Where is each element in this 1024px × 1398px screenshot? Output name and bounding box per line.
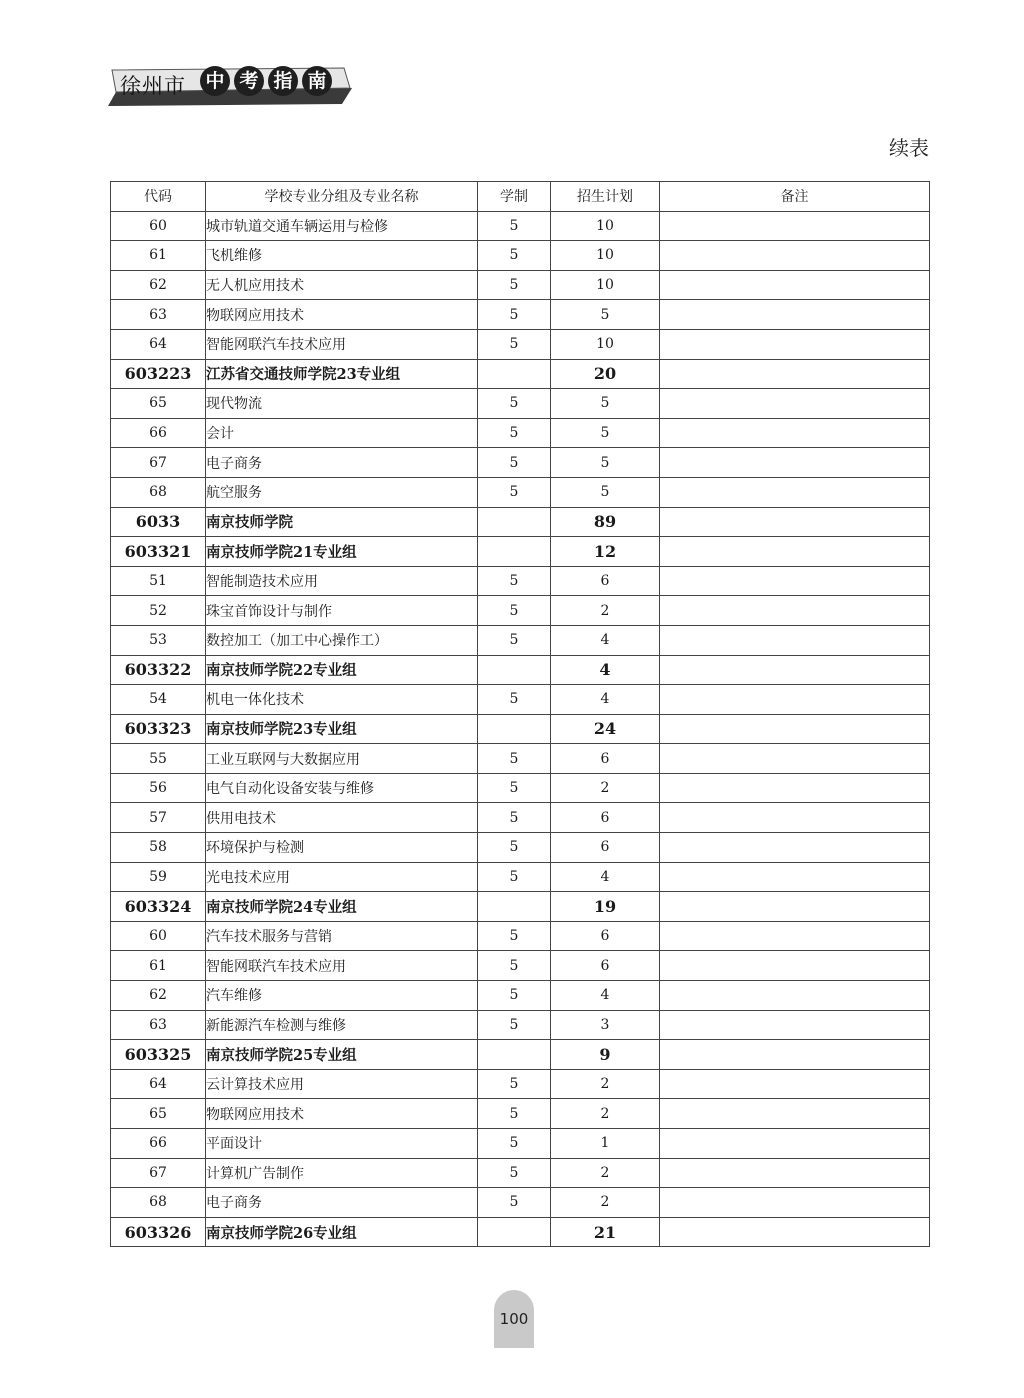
cell-name: 南京技师学院25专业组 xyxy=(206,1040,478,1070)
cell-plan: 2 xyxy=(551,1158,660,1188)
cell-plan: 5 xyxy=(551,418,660,448)
cell-plan: 19 xyxy=(551,892,660,922)
cell-years: 5 xyxy=(478,448,551,478)
cell-name: 数控加工（加工中心操作工） xyxy=(206,625,478,655)
cell-plan: 6 xyxy=(551,744,660,774)
cell-code: 603325 xyxy=(111,1040,206,1070)
table-row xyxy=(111,300,930,330)
cell-years xyxy=(478,537,551,567)
cell-code: 58 xyxy=(111,833,206,863)
cell-years xyxy=(478,655,551,685)
cell-note xyxy=(660,389,930,419)
cell-code: 68 xyxy=(111,1188,206,1218)
cell-years: 5 xyxy=(478,329,551,359)
cell-name: 飞机维修 xyxy=(206,241,478,271)
table-row xyxy=(111,1158,930,1188)
cell-years xyxy=(478,1040,551,1070)
cell-code: 65 xyxy=(111,389,206,419)
cell-name: 计算机广告制作 xyxy=(206,1158,478,1188)
cell-code: 64 xyxy=(111,329,206,359)
cell-note xyxy=(660,507,930,537)
col-header-plan: 招生计划 xyxy=(551,182,660,212)
table-row xyxy=(111,211,930,241)
cell-years: 5 xyxy=(478,596,551,626)
cell-note xyxy=(660,596,930,626)
cell-note xyxy=(660,1040,930,1070)
cell-years: 5 xyxy=(478,241,551,271)
cell-note xyxy=(660,270,930,300)
table-row xyxy=(111,596,930,626)
cell-years: 5 xyxy=(478,921,551,951)
cell-code: 6033 xyxy=(111,507,206,537)
table-row xyxy=(111,625,930,655)
table-group-row xyxy=(111,507,930,537)
col-header-years: 学制 xyxy=(478,182,551,212)
cell-note xyxy=(660,744,930,774)
cell-code: 603322 xyxy=(111,655,206,685)
cell-name: 珠宝首饰设计与制作 xyxy=(206,596,478,626)
cell-code: 55 xyxy=(111,744,206,774)
cell-note xyxy=(660,1129,930,1159)
table-row xyxy=(111,1188,930,1218)
cell-code: 603323 xyxy=(111,714,206,744)
table-group-row xyxy=(111,537,930,567)
cell-years xyxy=(478,1217,551,1247)
cell-plan: 5 xyxy=(551,448,660,478)
table-row xyxy=(111,744,930,774)
cell-years: 5 xyxy=(478,211,551,241)
cell-code: 59 xyxy=(111,862,206,892)
table-row xyxy=(111,1010,930,1040)
cell-years: 5 xyxy=(478,566,551,596)
col-header-code: 代码 xyxy=(111,182,206,212)
table-row xyxy=(111,833,930,863)
cell-plan: 6 xyxy=(551,951,660,981)
cell-note xyxy=(660,1217,930,1247)
page-number: 100 xyxy=(494,1290,534,1348)
cell-note xyxy=(660,685,930,715)
table-row xyxy=(111,685,930,715)
cell-name: 航空服务 xyxy=(206,477,478,507)
cell-name: 机电一体化技术 xyxy=(206,685,478,715)
table-row xyxy=(111,1129,930,1159)
table-row xyxy=(111,921,930,951)
seal-char-1: 中 xyxy=(200,66,230,96)
cell-plan: 6 xyxy=(551,803,660,833)
cell-note xyxy=(660,448,930,478)
cell-code: 60 xyxy=(111,921,206,951)
cell-name: 现代物流 xyxy=(206,389,478,419)
cell-note xyxy=(660,477,930,507)
table-row xyxy=(111,448,930,478)
cell-note xyxy=(660,714,930,744)
cell-plan: 4 xyxy=(551,655,660,685)
cell-code: 62 xyxy=(111,981,206,1011)
cell-years: 5 xyxy=(478,1188,551,1218)
cell-note xyxy=(660,625,930,655)
table-group-row xyxy=(111,655,930,685)
cell-name: 南京技师学院24专业组 xyxy=(206,892,478,922)
cell-years: 5 xyxy=(478,270,551,300)
cell-code: 53 xyxy=(111,625,206,655)
cell-plan: 6 xyxy=(551,566,660,596)
table-row xyxy=(111,1099,930,1129)
cell-plan: 2 xyxy=(551,1069,660,1099)
cell-years: 5 xyxy=(478,300,551,330)
cell-note xyxy=(660,359,930,389)
table-row xyxy=(111,981,930,1011)
cell-plan: 10 xyxy=(551,270,660,300)
cell-years xyxy=(478,507,551,537)
cell-code: 64 xyxy=(111,1069,206,1099)
cell-plan: 2 xyxy=(551,1188,660,1218)
table-row xyxy=(111,270,930,300)
enrollment-table xyxy=(110,181,930,1247)
cell-plan: 3 xyxy=(551,1010,660,1040)
cell-name: 新能源汽车检测与维修 xyxy=(206,1010,478,1040)
cell-name: 平面设计 xyxy=(206,1129,478,1159)
cell-name: 南京技师学院 xyxy=(206,507,478,537)
cell-code: 62 xyxy=(111,270,206,300)
cell-name: 环境保护与检测 xyxy=(206,833,478,863)
cell-plan: 6 xyxy=(551,921,660,951)
cell-plan: 20 xyxy=(551,359,660,389)
cell-note xyxy=(660,537,930,567)
cell-name: 智能制造技术应用 xyxy=(206,566,478,596)
cell-note xyxy=(660,1069,930,1099)
cell-name: 南京技师学院21专业组 xyxy=(206,537,478,567)
cell-years: 5 xyxy=(478,803,551,833)
cell-note xyxy=(660,981,930,1011)
cell-code: 67 xyxy=(111,1158,206,1188)
cell-name: 光电技术应用 xyxy=(206,862,478,892)
table-row xyxy=(111,241,930,271)
seal-char-3: 指 xyxy=(268,66,298,96)
cell-plan: 4 xyxy=(551,625,660,655)
cell-plan: 6 xyxy=(551,833,660,863)
cell-plan: 21 xyxy=(551,1217,660,1247)
cell-years: 5 xyxy=(478,685,551,715)
seal-char-2: 考 xyxy=(234,66,264,96)
cell-plan: 4 xyxy=(551,685,660,715)
cell-plan: 89 xyxy=(551,507,660,537)
cell-code: 67 xyxy=(111,448,206,478)
cell-note xyxy=(660,329,930,359)
cell-name: 会计 xyxy=(206,418,478,448)
cell-years: 5 xyxy=(478,744,551,774)
cell-name: 电子商务 xyxy=(206,1188,478,1218)
cell-code: 56 xyxy=(111,773,206,803)
cell-plan: 5 xyxy=(551,389,660,419)
cell-name: 汽车技术服务与营销 xyxy=(206,921,478,951)
cell-note xyxy=(660,892,930,922)
cell-years: 5 xyxy=(478,1158,551,1188)
table-row xyxy=(111,803,930,833)
cell-name: 江苏省交通技师学院23专业组 xyxy=(206,359,478,389)
cell-years: 5 xyxy=(478,1010,551,1040)
cell-name: 电子商务 xyxy=(206,448,478,478)
cell-plan: 1 xyxy=(551,1129,660,1159)
cell-note xyxy=(660,211,930,241)
cell-note xyxy=(660,1188,930,1218)
cell-plan: 2 xyxy=(551,773,660,803)
cell-note xyxy=(660,566,930,596)
table-row xyxy=(111,329,930,359)
cell-note xyxy=(660,862,930,892)
cell-name: 无人机应用技术 xyxy=(206,270,478,300)
cell-years: 5 xyxy=(478,1069,551,1099)
cell-plan: 4 xyxy=(551,981,660,1011)
cell-plan: 5 xyxy=(551,477,660,507)
cell-name: 物联网应用技术 xyxy=(206,300,478,330)
cell-code: 603324 xyxy=(111,892,206,922)
cell-code: 54 xyxy=(111,685,206,715)
cell-note xyxy=(660,1158,930,1188)
cell-plan: 10 xyxy=(551,329,660,359)
cell-years: 5 xyxy=(478,625,551,655)
cell-plan: 24 xyxy=(551,714,660,744)
cell-note xyxy=(660,418,930,448)
cell-name: 城市轨道交通车辆运用与检修 xyxy=(206,211,478,241)
table-group-row xyxy=(111,1040,930,1070)
cell-code: 66 xyxy=(111,418,206,448)
cell-note xyxy=(660,1099,930,1129)
cell-code: 63 xyxy=(111,1010,206,1040)
cell-note xyxy=(660,951,930,981)
cell-code: 63 xyxy=(111,300,206,330)
table-row xyxy=(111,773,930,803)
cell-note xyxy=(660,773,930,803)
cell-code: 66 xyxy=(111,1129,206,1159)
table-group-row xyxy=(111,892,930,922)
cell-note xyxy=(660,803,930,833)
cell-plan: 4 xyxy=(551,862,660,892)
cell-name: 智能网联汽车技术应用 xyxy=(206,329,478,359)
cell-code: 51 xyxy=(111,566,206,596)
table-row xyxy=(111,418,930,448)
col-header-note: 备注 xyxy=(660,182,930,212)
cell-years: 5 xyxy=(478,981,551,1011)
cell-code: 68 xyxy=(111,477,206,507)
header-city: 徐州市 xyxy=(120,74,186,98)
table-body xyxy=(111,211,930,1247)
cell-name: 供用电技术 xyxy=(206,803,478,833)
cell-name: 南京技师学院23专业组 xyxy=(206,714,478,744)
table-row xyxy=(111,477,930,507)
table-row xyxy=(111,566,930,596)
table-row xyxy=(111,862,930,892)
table-group-row xyxy=(111,714,930,744)
cell-code: 603223 xyxy=(111,359,206,389)
table-header-row xyxy=(111,182,930,212)
cell-years xyxy=(478,892,551,922)
cell-name: 云计算技术应用 xyxy=(206,1069,478,1099)
table-row xyxy=(111,1069,930,1099)
cell-plan: 9 xyxy=(551,1040,660,1070)
col-header-name: 学校专业分组及专业名称 xyxy=(206,182,478,212)
cell-name: 工业互联网与大数据应用 xyxy=(206,744,478,774)
cell-note xyxy=(660,241,930,271)
header-banner xyxy=(108,62,356,108)
cell-code: 603326 xyxy=(111,1217,206,1247)
cell-plan: 2 xyxy=(551,1099,660,1129)
cell-note xyxy=(660,921,930,951)
table-row xyxy=(111,389,930,419)
cell-note xyxy=(660,655,930,685)
cell-years: 5 xyxy=(478,862,551,892)
cell-plan: 10 xyxy=(551,211,660,241)
table-row xyxy=(111,951,930,981)
cell-name: 电气自动化设备安装与维修 xyxy=(206,773,478,803)
continued-label: 续表 xyxy=(889,136,929,160)
cell-code: 61 xyxy=(111,951,206,981)
cell-years: 5 xyxy=(478,389,551,419)
table-group-row xyxy=(111,359,930,389)
cell-years: 5 xyxy=(478,418,551,448)
cell-years: 5 xyxy=(478,477,551,507)
cell-name: 物联网应用技术 xyxy=(206,1099,478,1129)
cell-years: 5 xyxy=(478,1129,551,1159)
cell-years: 5 xyxy=(478,833,551,863)
cell-plan: 5 xyxy=(551,300,660,330)
cell-note xyxy=(660,833,930,863)
cell-name: 智能网联汽车技术应用 xyxy=(206,951,478,981)
cell-years: 5 xyxy=(478,1099,551,1129)
cell-plan: 12 xyxy=(551,537,660,567)
cell-code: 65 xyxy=(111,1099,206,1129)
cell-note xyxy=(660,300,930,330)
cell-years: 5 xyxy=(478,951,551,981)
cell-code: 60 xyxy=(111,211,206,241)
cell-years xyxy=(478,714,551,744)
cell-code: 603321 xyxy=(111,537,206,567)
cell-code: 52 xyxy=(111,596,206,626)
cell-code: 61 xyxy=(111,241,206,271)
cell-name: 南京技师学院22专业组 xyxy=(206,655,478,685)
cell-name: 南京技师学院26专业组 xyxy=(206,1217,478,1247)
cell-code: 57 xyxy=(111,803,206,833)
table-group-row xyxy=(111,1217,930,1247)
seal-char-4: 南 xyxy=(302,66,332,96)
cell-years xyxy=(478,359,551,389)
cell-plan: 2 xyxy=(551,596,660,626)
cell-years: 5 xyxy=(478,773,551,803)
cell-note xyxy=(660,1010,930,1040)
cell-name: 汽车维修 xyxy=(206,981,478,1011)
cell-plan: 10 xyxy=(551,241,660,271)
